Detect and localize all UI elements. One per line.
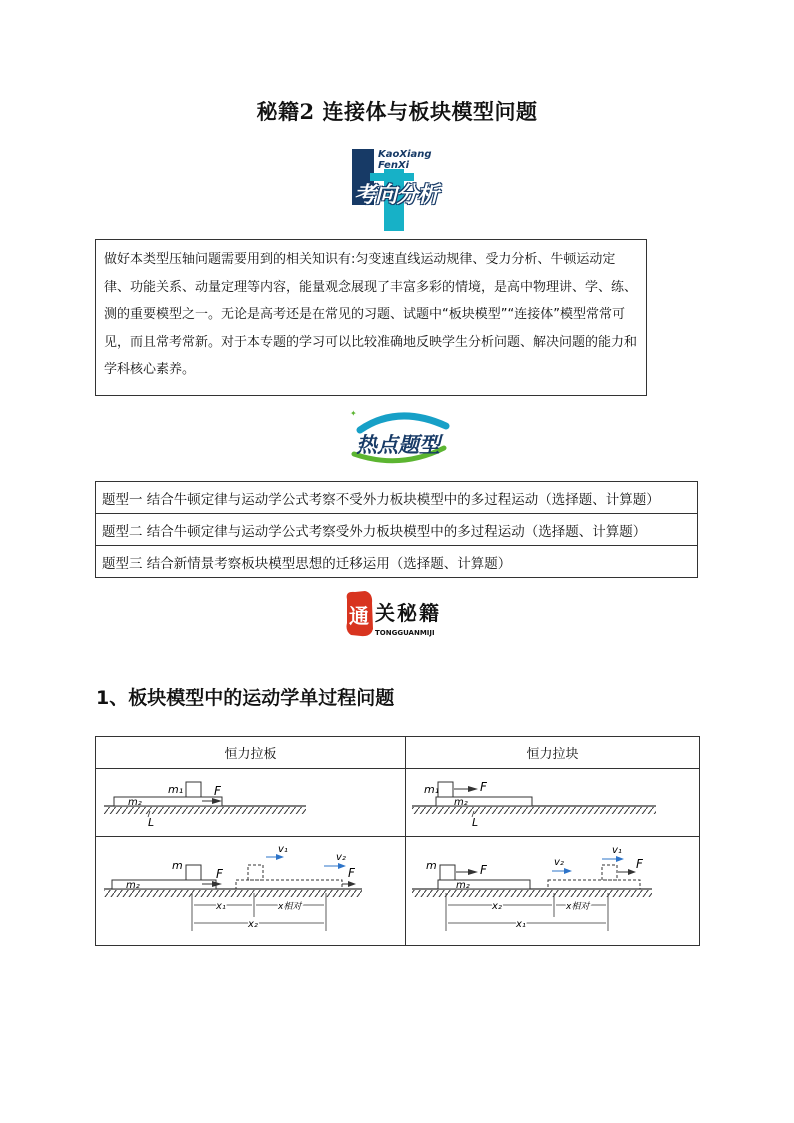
intro-box: 做好本类型压轴问题需要用到的相关知识有:匀变速直线运动规律、受力分析、牛顿运动定律、功能关系、动量定理等内容，能量观念展现了丰富多彩的情境，是高中物理讲、学、练、测的重要模型之一。无论是高考还是在常见的习题、试题中“板块模型”“连接体”模型常常可见，而且常考常新。对于本专题的学习可以比较准确地反映学生分析问题、解决问题的能力和学科核心素养。 xyxy=(95,239,647,396)
diagram-pull-block-initial xyxy=(406,769,700,837)
label-m2: m₂ xyxy=(456,880,470,891)
table-row xyxy=(96,546,698,578)
label-F2: F xyxy=(348,866,355,880)
type-1: 题型一 结合牛顿定律与运动学公式考察不受外力板块模型中的多过程运动（选择题、计算题） xyxy=(96,482,698,514)
type-2: 题型二 结合牛顿定律与运动学公式考察受外力板块模型中的多过程运动（选择题、计算题） xyxy=(96,514,698,546)
page-title: 秘籍2 连接体与板块模型问题 xyxy=(256,99,538,124)
table-row xyxy=(96,737,700,769)
header-pull-board: 恒力拉板 xyxy=(96,737,406,769)
label-F: F xyxy=(216,867,223,881)
model-table xyxy=(95,736,700,946)
type-3: 题型三 结合新情景考察板块模型思想的迁移运用（选择题、计算题） xyxy=(96,546,698,578)
label-m: m xyxy=(426,859,437,872)
table-row xyxy=(96,837,700,946)
label-v1: v₁ xyxy=(278,844,288,855)
section-heading: 1、板块模型中的运动学单过程问题 xyxy=(96,687,395,709)
label-F: F xyxy=(214,784,221,798)
svg-text:关秘籍: 关秘籍 xyxy=(375,601,441,625)
table-row xyxy=(96,514,698,546)
table-row xyxy=(96,482,698,514)
label-m1: m₁ xyxy=(424,783,440,796)
label-x1: x₁ xyxy=(516,919,526,930)
logo-en-text: KaoXiang FenXi xyxy=(378,149,432,171)
label-m1: m₁ xyxy=(168,783,184,796)
label-m: m xyxy=(172,859,183,872)
tongguan-logo xyxy=(343,589,455,639)
label-v1: v₁ xyxy=(612,845,622,856)
redian-logo-text: 热点题型 xyxy=(356,433,440,457)
redian-logo xyxy=(340,408,456,466)
label-v2: v₂ xyxy=(554,857,564,868)
diagram-pull-board-process xyxy=(96,837,406,946)
question-type-table xyxy=(95,481,698,578)
label-v2: v₂ xyxy=(336,852,346,863)
label-m2: m₂ xyxy=(454,797,468,808)
label-xrel: x相对 xyxy=(278,902,302,912)
label-F2: F xyxy=(636,857,643,871)
label-m2: m₂ xyxy=(126,880,140,891)
diagram-pull-board-initial xyxy=(96,769,406,837)
label-F: F xyxy=(480,780,487,794)
label-m2: m₂ xyxy=(128,797,142,808)
label-x2: x₂ xyxy=(492,901,502,912)
label-F: F xyxy=(480,863,487,877)
logo-main-text: 考向分析 xyxy=(354,183,439,208)
svg-text:✦: ✦ xyxy=(350,409,357,418)
tongguan-pinyin: TONGGUANMIJI xyxy=(375,629,435,637)
label-L: L xyxy=(148,816,155,829)
header-pull-block: 恒力拉块 xyxy=(406,737,700,769)
svg-text:通: 通 xyxy=(349,604,369,628)
label-x2: x₂ xyxy=(248,919,258,930)
label-x1: x₁ xyxy=(216,901,226,912)
kaoxiang-logo xyxy=(348,143,454,233)
label-xrel: x相对 xyxy=(566,902,590,912)
label-L: L xyxy=(472,816,479,829)
table-row xyxy=(96,769,700,837)
diagram-pull-block-process xyxy=(406,837,700,946)
